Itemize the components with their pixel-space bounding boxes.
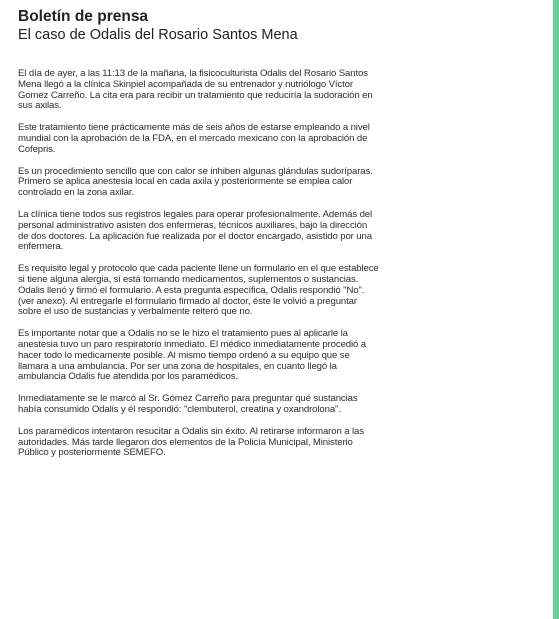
paragraph-line: Es un procedimiento sencillo que con calor se inhiben algunas glándulas sudoríparas. — [18, 165, 373, 177]
paragraph-line: (ver anexo). Al entregarle el formulario firmado al doctor, éste le volvió a preguntar — [18, 295, 357, 307]
paragraph-line: mundial con la aprobación de la FDA, en el mercado mexicano con la aprobación de — [18, 132, 368, 144]
paragraph-line: Mena llegó a la clínica Skinpiel acompañada de su entrenador y nutriólogo Víctor — [18, 78, 353, 90]
paragraph-line: Inmediatamente se le marcó al Sr. Gómez Carreño para preguntar qué sustancias — [18, 393, 358, 405]
paragraph-6 — [18, 329, 532, 383]
document-header — [18, 8, 298, 44]
paragraph-line: Este tratamiento tiene prácticamente más de seis años de estarse empleando a nivel — [18, 122, 370, 134]
document-body — [18, 69, 532, 470]
paragraph-line: de dos doctores. La aplicación fue realizada por el doctor encargado, asistido por una — [18, 230, 372, 242]
paragraph-line: hacer todo lo medicamente posible. Al mismo tiempo ordenó a su equipo que se — [18, 349, 350, 361]
paragraph-line: ambulancia Odalis fue atendida por los paramédicos. — [18, 371, 238, 383]
paragraph-line: controlado en la zona axilar. — [18, 187, 134, 199]
paragraph-line: personal administrativo asisten dos enfermeras, técnicos auxiliares, bajo la dirección — [18, 219, 368, 231]
paragraph-line: Es importante notar que a Odalis no se le hizo el tratamiento pues al aplicarle la — [18, 328, 348, 340]
paragraph-5 — [18, 264, 532, 318]
paragraph-line: si tiene alguna alergia, si está tomando medicamentos, suplementos o sustancias. — [18, 273, 359, 285]
paragraph-line: sus axilas. — [18, 100, 62, 112]
document-title: Boletín de prensa — [18, 8, 149, 25]
paragraph-line: La clínica tiene todos sus registros legales para operar profesionalmente. Además del — [18, 208, 373, 220]
paragraph-line: enfermera. — [18, 241, 64, 253]
paragraph-line: Odalis llenó y firmó el formulario. A esta pregunta específica, Odalis respondió "No". — [18, 284, 365, 296]
paragraph-line: Cofepris. — [18, 143, 56, 155]
paragraph-4 — [18, 210, 532, 253]
paragraph-line: Gomez Carreño. La cita era para recibir un tratamiento que reduciría la sudoración en — [18, 89, 373, 101]
paragraph-line: anestesia tuvo un paro respiratorio inmediato. El médico inmediatamente procedió a — [18, 338, 366, 350]
paragraph-line: Los paramédicos intentaron resucitar a Odalis sin éxito. Al retirarse informaron a las — [18, 425, 364, 437]
paragraph-3 — [18, 167, 532, 199]
paragraph-2 — [18, 123, 532, 155]
document-subtitle: El caso de Odalis del Rosario Santos Mena — [18, 27, 298, 43]
paragraph-line: autoridades. Más tarde llegaron dos elementos de la Policía Municipal, Ministerio — [18, 436, 353, 448]
paragraph-7 — [18, 394, 532, 416]
right-edge-strip — [553, 0, 559, 619]
paragraph-line: Público y posteriormente SEMEFO. — [18, 447, 166, 459]
paragraph-line: había consumido Odalis y él respondió: "clembuterol, creatina y oxandrolona". — [18, 403, 341, 415]
paragraph-line: Es requisito legal y protocolo que cada paciente llene un formulario en el que establece — [18, 263, 379, 275]
paragraph-8 — [18, 427, 532, 459]
paragraph-1 — [18, 69, 532, 112]
paragraph-line: sobre el uso de sustancias y verbalmente reiteró que no. — [18, 306, 253, 318]
paragraph-line: Primero se aplica anestesia local en cada axila y posteriormente se emplea calor — [18, 176, 353, 188]
paragraph-line: llamara a una ambulancia. Por ser una zona de hospitales, en cuanto llegó la — [18, 360, 337, 372]
paragraph-line: El día de ayer, a las 11:13 de la mañana, la fisicoculturista Odalis del Rosario Santos — [18, 68, 368, 79]
